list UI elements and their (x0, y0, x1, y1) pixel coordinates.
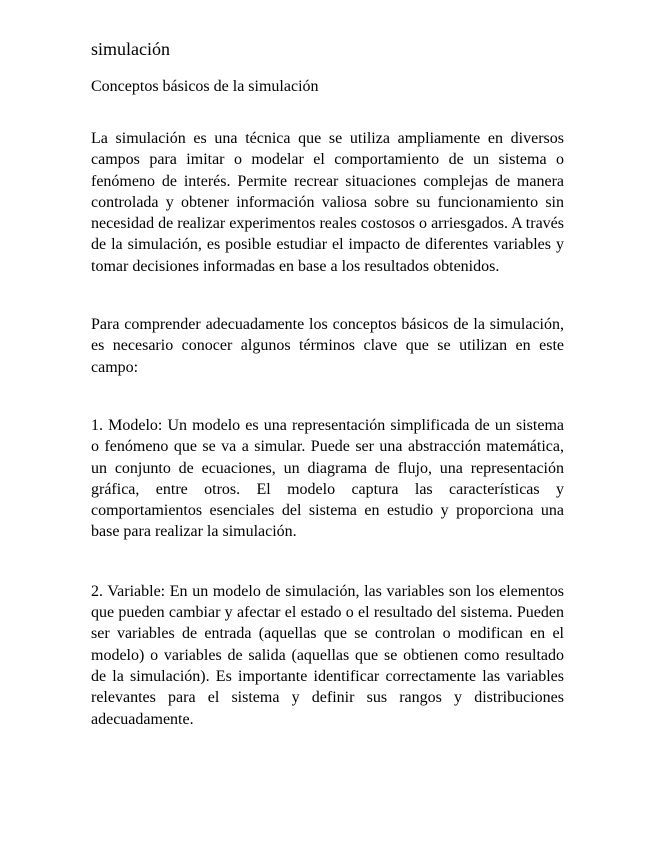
document-page (91, 38, 564, 730)
document-subtitle: Conceptos básicos de la simulación (91, 78, 319, 95)
paragraph-variable: 2. Variable: En un modelo de simulación, las variables son los elementos que pueden cambiar y afectar el estado o el resultado del sistema. Pueden ser variables de entrada (aquellas que se controlan o modifican en el modelo) o variables de salida (aquellas que se obtienen como resultado de la simulación). Es importante identificar correctamente las variables relevantes para el sistema y definir sus rangos y distribuciones adecuadamente. (91, 582, 564, 728)
paragraph-model: 1. Modelo: Un modelo es una representación simplificada de un sistema o fenómeno que se va a simular. Puede ser una abstracción matemática, un conjunto de ecuaciones, un diagrama de flujo, una representación gráfica, entre otros. El modelo captura las características y comportamientos esenciales del sistema en estudio y proporciona una base para realizar la simulación. (91, 416, 564, 541)
document-title: simulación (91, 39, 170, 59)
paragraph-key-terms: Para comprender adecuadamente los conceptos básicos de la simulación, es necesario conocer algunos términos clave que se utilizan en este campo: (91, 316, 564, 376)
paragraph-intro: La simulación es una técnica que se utiliza ampliamente en diversos campos para imitar o modelar el comportamiento de un sistema o fenómeno de interés. Permite recrear situaciones complejas de manera controlada y obtener información valiosa sobre su funcionamiento sin necesidad de realizar experimentos reales costosos o arriesgados. A través de la simulación, es posible estudiar el impacto de diferentes variables y tomar decisiones informadas en base a los resultados obtenidos. (91, 130, 564, 275)
